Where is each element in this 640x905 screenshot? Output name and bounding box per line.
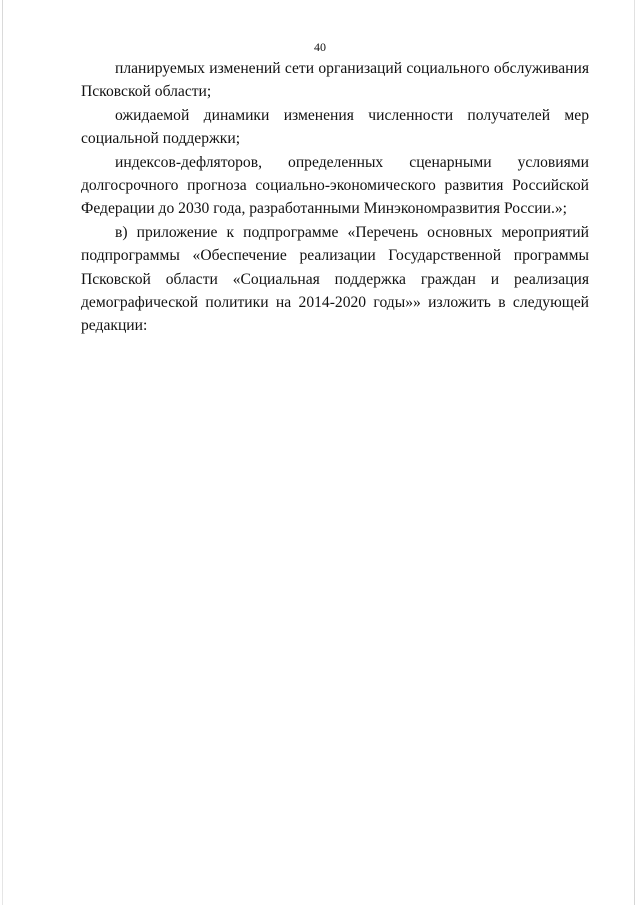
page-number: 40 — [314, 40, 326, 54]
document-body — [81, 57, 589, 338]
scan-edge-left — [2, 0, 3, 905]
paragraph-network-changes: планируемых изменений сети организаций социального обслуживания Псковской области; — [81, 60, 589, 101]
scan-edge-right — [634, 0, 635, 905]
paragraph-appendix-amendment: в) приложение к подпрограмме «Перечень основных мероприятий подпрограммы «Обеспечение реализации Государственной программы Псковской области «Социальная поддержка граждан и реализация демографической политики на 2014-2020 годы»» изложить в следующей редакции: — [81, 223, 589, 335]
paragraph-deflator-indices: индексов-дефляторов, определенных сценарными условиями долгосрочного прогноза социально-экономического развития Российской Федерации до 2030 года, разработанными Минэкономразвития России.»; — [81, 153, 589, 218]
paragraph-recipients-dynamics: ожидаемой динамики изменения численности получателей мер социальной поддержки; — [81, 106, 589, 148]
